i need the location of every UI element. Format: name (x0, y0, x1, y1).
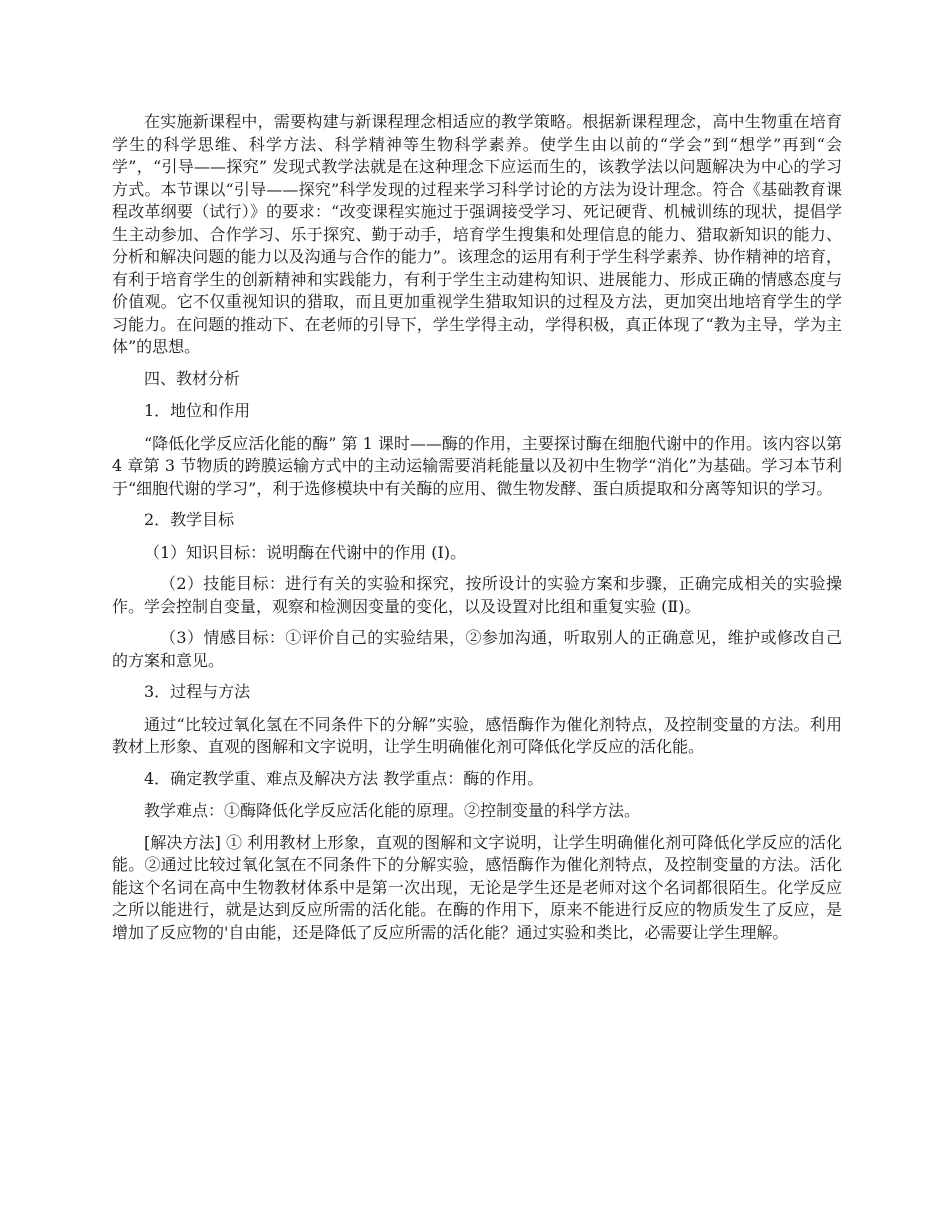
subheading-key-points: 4．确定教学重、难点及解决方法 教学重点：酶的作用。 (144, 768, 544, 788)
section-heading-textbook-analysis: 四、教材分析 (144, 368, 241, 388)
position-role-paragraph: “降低化学反应活化能的酶” 第 1 课时——酶的作用，主要探讨酶在细胞代谢中的作用。该内容以第 4 章第 3 节物质的跨膜运输方式中的主动运输需要消耗能量以及初中生物学“消化”为基础。学习本节利于“细胞代谢的学习”，利于选修模块中有关酶的应用、微生物发酵、蛋白质提取和分离等知识的学习。 (112, 433, 842, 498)
goal-knowledge: （1）知识目标：说明酶在代谢中的作用 (Ⅰ)。 (144, 542, 467, 562)
document-page (112, 111, 842, 953)
subheading-teaching-goals: 2．教学目标 (144, 510, 235, 529)
solution-method-paragraph: [解决方法] ① 利用教材上形象，直观的图解和文字说明，让学生明确催化剂可降低化学反应的活化能。②通过比较过氧化氢在不同条件下的分解实验，感悟酶作为催化剂特点，及控制变量的方法。活化能这个名词在高中生物教材体系中是第一次出现，无论是学生还是老师对这个名词都很陌生。化学反应之所以能进行，就是达到反应所需的活化能。在酶的作用下，原来不能进行反应的物质发生了反应，是增加了反应物的'自由能，还是降低了反应所需的活化能？通过实验和类比，必需要让学生理解。 (112, 832, 842, 942)
process-method-paragraph: 通过“比较过氧化氢在不同条件下的分解”实验，感悟酶作为催化剂特点，及控制变量的方法。利用教材上形象、直观的图解和文字说明，让学生明确催化剂可降低化学反应的活化能。 (112, 714, 842, 756)
subheading-process-method: 3．过程与方法 (144, 682, 251, 701)
difficult-points-paragraph: 教学难点：①酶降低化学反应活化能的原理。②控制变量的科学方法。 (144, 801, 641, 820)
goal-skills: （2）技能目标：进行有关的实验和探究，按所设计的实验方案和步骤，正确完成相关的实验操作。学会控制自变量，观察和检测因变量的变化，以及设置对比组和重复实验 (Ⅱ)。 (112, 574, 842, 616)
goal-emotion: （3）情感目标：①评价自己的实验结果，②参加沟通，听取别人的正确意见，维护或修改自己的方案和意见。 (112, 628, 842, 670)
intro-paragraph: 在实施新课程中，需要构建与新课程理念相适应的教学策略。根据新课程理念，高中生物重在培育学生的科学思维、科学方法、科学精神等生物科学素养。使学生由以前的“学会”到“想学”再到“会学”，“引导——探究” 发现式教学法就是在这种理念下应运而生的，该教学法以问题解决为中心的学习方式。本节课以“引导——探究”科学发现的过程来学习科学讨论的方法为设计理念。符合《基础教育课程改革纲要（试行）》的要求：“改变课程实施过于强调接受学习、死记硬背、机械训练的现状，提倡学生主动参加、合作学习、乐于探究、勤于动手，培育学生搜集和处理信息的能力、猎取新知识的能力、分析和解决问题的能力以及沟通与合作的能力”。该理念的运用有利于学生科学素养、协作精神的培育，有利于培育学生的创新精神和实践能力，有利于学生主动建构知识、进展能力、形成正确的情感态度与价值观。它不仅重视知识的猎取，而且更加重视学生猎取知识的过程及方法，更加突出地培育学生的学习能力。在问题的推动下、在老师的引导下，学生学得主动，学得积极，真正体现了“教为主导，学为主体”的思想。 (112, 112, 842, 356)
subheading-position-role: 1．地位和作用 (144, 401, 251, 420)
